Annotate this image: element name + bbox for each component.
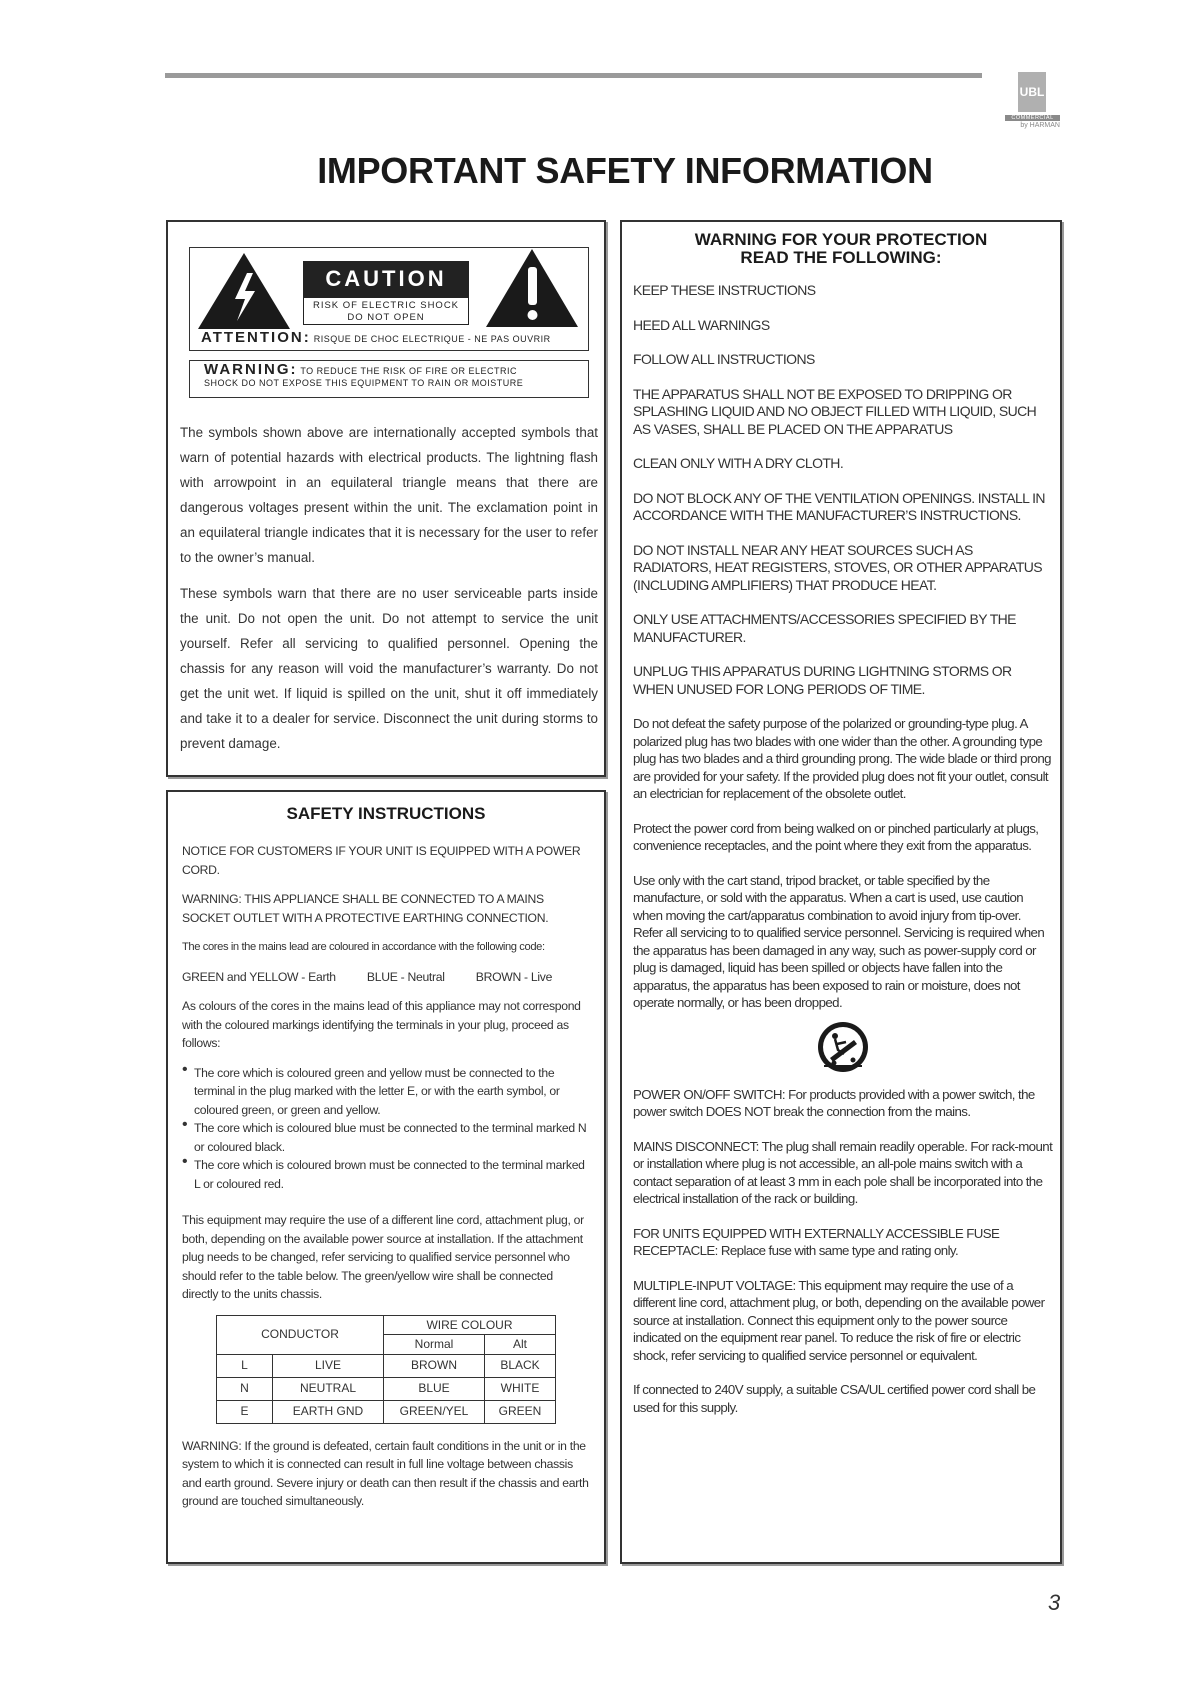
header-rule: [165, 73, 982, 78]
caution-label: [189, 247, 589, 398]
colour-code-earth: GREEN and YELLOW - Earth: [182, 969, 336, 984]
logo-by: by HARMAN: [1020, 122, 1060, 129]
symbols-paragraph-2: These symbols warn that there are no user serviceable parts inside the unit. Do not open the unit. Do not attempt to service the unit yourself. Refer all servicing to qualified personnel. Opening the chassis for any reason will void the manufacturer’s warranty. Do not get the unit wet. If liquid is spilled on the unit, shut it off immediately and take it to a dealer for service. Disconnect the unit during storms to prevent damage.: [180, 586, 598, 751]
table-cell: BLACK: [485, 1354, 556, 1377]
colour-code-live: BROWN - Live: [475, 969, 553, 984]
table-cell: LIVE: [273, 1354, 384, 1377]
attention-text: RISQUE DE CHOC ELECTRIQUE - NE PAS OUVRIR: [313, 334, 551, 344]
notice-text: NOTICE FOR CUSTOMERS IF YOUR UNIT IS EQUIPPED WITH A POWER CORD.: [182, 844, 581, 877]
table-cell: EARTH GND: [273, 1400, 384, 1423]
protection-item: UNPLUG THIS APPARATUS DURING LIGHTNING STORMS OR WHEN UNUSED FOR LONG PERIODS OF TIME.: [633, 663, 1012, 697]
page-title: IMPORTANT SAFETY INFORMATION: [317, 150, 933, 191]
protection-item: MAINS DISCONNECT: The plug shall remain readily operable. For rack-mount or installation where plug is not accessible, an all-pole mains switch with a contact separation of at least 3 mm in each pole shall be incorporated into the electrical installation of the rack or building.: [633, 1138, 1053, 1206]
table-cell: E: [217, 1400, 273, 1423]
logo-sub: COMMERCIAL: [1005, 115, 1060, 121]
attention-line: [201, 329, 551, 346]
table-row: [217, 1377, 556, 1400]
bullet-item: • The core which is coloured green and yellow must be connected to the terminal in the plug marked with the letter E, or with the earth symbol, or coloured green, or green and yellow.: [182, 1064, 592, 1120]
caution-box: [166, 220, 606, 777]
protection-heading-2: READ THE FOLLOWING:: [740, 248, 942, 267]
earthing-warning: WARNING: THIS APPLIANCE SHALL BE CONNECTED TO A MAINS SOCKET OUTLET WITH A PROTECTIVE EARTHING CONNECTION.: [182, 892, 549, 925]
wire-colour-table: [216, 1315, 556, 1424]
protection-item: CLEAN ONLY WITH A DRY CLOTH.: [633, 455, 844, 471]
table-cell: BLUE: [384, 1377, 485, 1400]
as-colours-text: As colours of the cores in the mains lead of this appliance may not correspond with the coloured markings identifying the terminals in your plug, proceed as follows:: [182, 999, 581, 1050]
protection-box: [620, 220, 1062, 1564]
table-header-wire-colour: WIRE COLOUR: [384, 1315, 556, 1335]
colour-codes: [182, 968, 592, 987]
exclamation-warning-icon: [485, 247, 580, 329]
protection-item: FOLLOW ALL INSTRUCTIONS: [633, 351, 815, 367]
core-bullet-list: [182, 1064, 592, 1194]
table-header-normal: Normal: [384, 1335, 485, 1355]
table-cell: GREEN/YEL: [384, 1400, 485, 1423]
cores-intro: The cores in the mains lead are coloured in accordance with the following code:: [182, 941, 545, 953]
warning-text-2: SHOCK DO NOT EXPOSE THIS EQUIPMENT TO RAIN OR MOISTURE: [204, 378, 524, 388]
ground-warning: WARNING: If the ground is defeated, certain fault conditions in the unit or in the system to which it is connected can result in full line voltage between chassis and earth ground. Severe injury or death can then result if the chassis and earth ground are touched simultaneously.: [182, 1438, 589, 1508]
warning-word: WARNING:: [204, 361, 298, 378]
attention-word: ATTENTION:: [201, 329, 311, 346]
protection-item: FOR UNITS EQUIPPED WITH EXTERNALLY ACCESSIBLE FUSE RECEPTACLE: Replace fuse with same type and rating only.: [633, 1225, 1000, 1258]
table-cell: WHITE: [485, 1377, 556, 1400]
table-cell: NEUTRAL: [273, 1377, 384, 1400]
logo-mark: UBL: [1018, 72, 1046, 112]
protection-item: MULTIPLE-INPUT VOLTAGE: This equipment may require the use of a different line cord, attachment plug, or both, depending on the available power source at installation. Connect this equipment only to the power source indicated on the equipment rear panel. To reduce the risk of fire or electric shock, refer servicing to qualified service personnel or equivalent.: [633, 1277, 1045, 1363]
protection-item: Use only with the cart stand, tripod bracket, or table specified by the manufacture, or sold with the apparatus. When a cart is used, use caution when moving the cart/apparatus combination to avoid injury from tip-over. Refer all servicing to to qualified service personnel. Servicing is required when the apparatus has been damaged in any way, such as power-supply cord or plug is damaged, liquid has been spilled or objects have fallen into the apparatus, the apparatus has been exposed to rain or moisture, does not operate normally, or has been dropped.: [633, 872, 1045, 1010]
cart-tip-over-icon: [816, 1020, 870, 1074]
safety-instructions-body: [182, 842, 592, 1522]
protection-item: Do not defeat the safety purpose of the polarized or grounding-type plug. A polarized plug has two blades with one wider than the other. A grounding type plug has two blades and a third grounding prong. The wide blade or third prong are provided for your safety. If the provided plug does not fit your outlet, consult an electrician for replacement of the obsolete outlet.: [633, 716, 1051, 801]
table-row: [217, 1354, 556, 1377]
symbols-paragraph-1: The symbols shown above are internationally accepted symbols that warn of potential hazards with electrical products. The lightning flash with arrowpoint in an equilateral triangle means that there are dangerous voltages present within the unit. The exclamation point in an equilateral triangle indicates that it is necessary for the user to refer to the owner’s manual.: [180, 425, 598, 565]
page-number: 3: [1048, 1590, 1061, 1615]
protection-body: [633, 282, 1053, 1433]
table-cell: GREEN: [485, 1400, 556, 1423]
table-cell: L: [217, 1354, 273, 1377]
caution-risk-text: [303, 297, 469, 325]
table-header-conductor: CONDUCTOR: [217, 1315, 384, 1354]
protection-item: THE APPARATUS SHALL NOT BE EXPOSED TO DRIPPING OR SPLASHING LIQUID AND NO OBJECT FILLED WITH LIQUID, SUCH AS VASES, SHALL BE PLACED ON THE APPARATUS: [633, 385, 1037, 437]
safety-instructions-box: [166, 790, 606, 1564]
protection-item: HEED ALL WARNINGS: [633, 316, 770, 333]
protection-item: ONLY USE ATTACHMENTS/ACCESSORIES SPECIFIED BY THE MANUFACTURER.: [633, 611, 1016, 645]
protection-item: If connected to 240V supply, a suitable CSA/UL certified power cord shall be used for this supply.: [633, 1382, 1036, 1415]
protection-heading-1: WARNING FOR YOUR PROTECTION: [694, 230, 988, 249]
table-cell: BROWN: [384, 1354, 485, 1377]
bullet-item: • The core which is coloured brown must be connected to the terminal marked L or coloured red.: [182, 1156, 592, 1193]
protection-item: DO NOT INSTALL NEAR ANY HEAT SOURCES SUCH AS RADIATORS, HEAT REGISTERS, STOVES, OR OTHER APPARATUS (INCLUDING AMPLIFIERS) THAT PRODUCE HEAT.: [633, 541, 1043, 593]
protection-item: DO NOT BLOCK ANY OF THE VENTILATION OPENINGS. INSTALL IN ACCORDANCE WITH THE MANUFACTURER’S INSTRUCTIONS.: [633, 489, 1045, 523]
protection-item: KEEP THESE INSTRUCTIONS: [633, 282, 816, 298]
brand-logo: [1005, 72, 1060, 129]
protection-item: POWER ON/OFF SWITCH: For products provided with a power switch, the power switch DOES NOT break the connection from the mains.: [633, 1086, 1035, 1119]
protection-heading: [622, 231, 1060, 267]
risk-line-2: DO NOT OPEN: [347, 312, 425, 323]
table-header-alt: Alt: [485, 1335, 556, 1355]
protection-item: Protect the power cord from being walked on or pinched particularly at plugs, convenience receptacles, and the point where they exit from the apparatus.: [633, 820, 1039, 853]
warning-strip: [189, 360, 589, 398]
lightning-warning-icon: [197, 251, 292, 331]
bullet-item: • The core which is coloured blue must be connected to the terminal marked N or coloured black.: [182, 1119, 592, 1156]
table-row: [217, 1400, 556, 1423]
warning-text-1: TO REDUCE THE RISK OF FIRE OR ELECTRIC: [300, 366, 518, 376]
safety-instructions-heading: SAFETY INSTRUCTIONS: [286, 804, 486, 823]
caution-heading: CAUTION: [303, 261, 469, 297]
table-cell: N: [217, 1377, 273, 1400]
equipment-note: This equipment may require the use of a different line cord, attachment plug, or both, depending on the available power source at installation. If the attachment plug needs to be changed, refer servicing to qualified service personnel who should refer to the table below. The green/yellow wire shall be connected directly to the units chassis.: [182, 1213, 584, 1301]
risk-line-1: RISK OF ELECTRIC SHOCK: [312, 300, 460, 311]
colour-code-neutral: BLUE - Neutral: [366, 969, 445, 984]
